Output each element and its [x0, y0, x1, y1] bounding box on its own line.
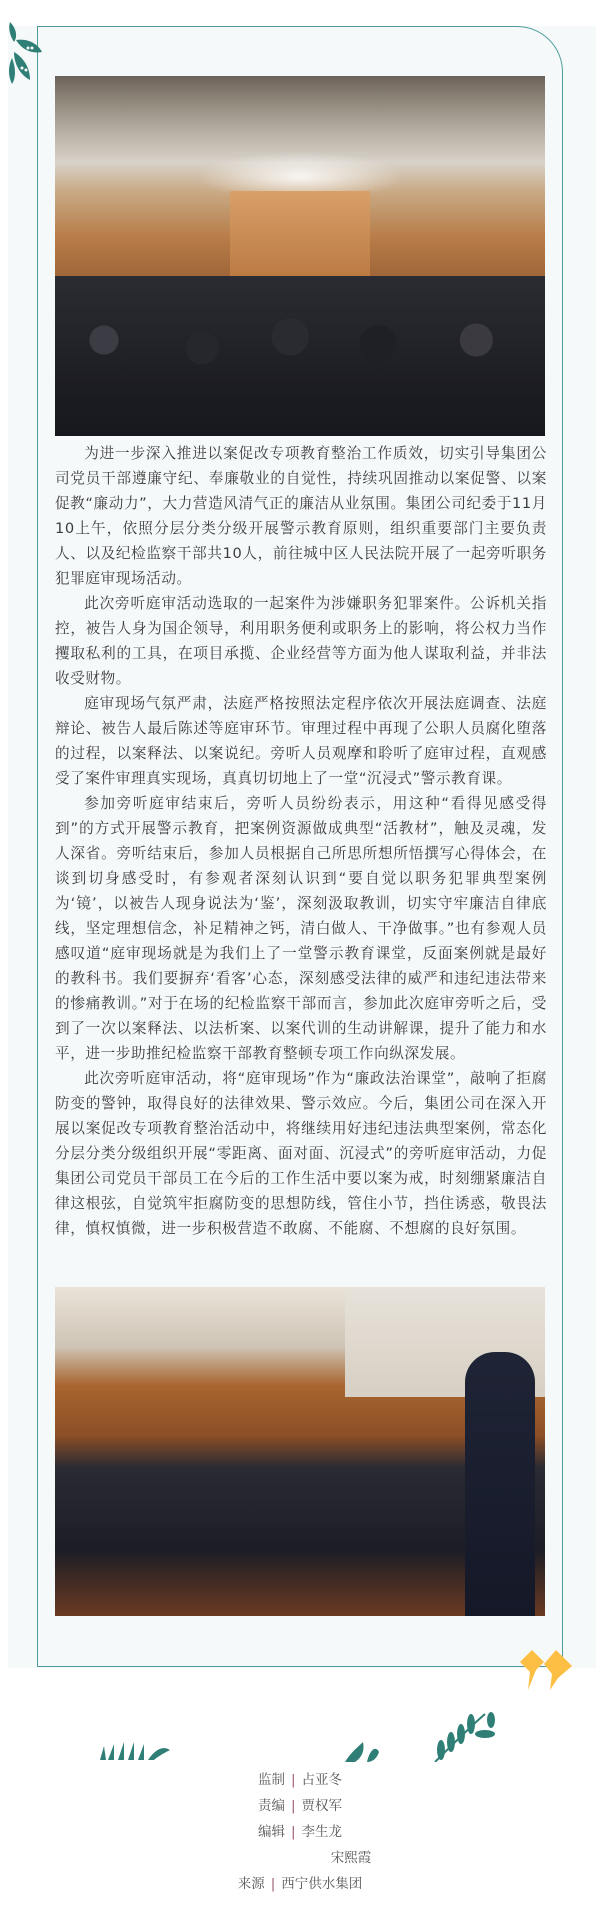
credit-separator: | [290, 1798, 296, 1814]
paragraph-5: 此次旁听庭审活动，将“庭审现场”作为“廉政法治课堂”，敲响了拒腐防变的警钟，取得良好的法律效果、警示效应。今后，集团公司在深入开展以案促改专项教育整治活动中，将继续用好违纪违法典型案例，常态化分层分类分级组织开展“零距离、面对面、沉浸式”的旁听庭审活动，力促集团公司党员干部员工在今后的工作生活中要以案为戒，时刻绷紧廉洁自律这根弦，自觉筑牢拒腐防变的思想防线，管住小节，挡住诱惑，敬畏法律，慎权慎微，进一步积极营造不敢腐、不能腐、不想腐的良好氛围。 [55, 1070, 547, 1237]
credit-separator: | [290, 1772, 296, 1788]
credit-separator: | [290, 1824, 296, 1840]
credit-editor-2 [0, 1845, 600, 1871]
credit-value: 占亚冬 [301, 1772, 343, 1788]
bailiff-figure [465, 1352, 535, 1616]
fern-ornament-icon [98, 1740, 180, 1760]
credit-label: 来源 [237, 1876, 265, 1892]
closing-quote-icon [518, 1648, 574, 1692]
credit-separator: | [270, 1876, 276, 1892]
credit-value: 西宁供水集团 [281, 1876, 363, 1892]
credit-supervisor [0, 1767, 600, 1793]
paragraph-3: 庭审现场气氛严肃，法庭严格按照法定程序依次开展法庭调查、法庭辩论、被告人最后陈述等庭审环节。审理过程中再现了公职人员腐化堕落的过程，以案释法、以案说纪。旁听人员观摩和聆听了庭审过程，直观感受了案件审理真实现场，真真切切地上了一堂“沉浸式”警示教育课。 [55, 695, 547, 787]
paragraph-4: 参加旁听庭审结束后，旁听人员纷纷表示，用这种“看得见感受得到”的方式开展警示教育，把案例资源做成典型“活教材”，触及灵魂，发人深省。旁听结束后，参加人员根据自己所思所想所悟撰写心得体会，在谈到切身感受时，有参观者深刻认识到“要自觉以职务犯罪典型案例为‘镜’，以被告人现身说法为‘鉴’，深刻汲取教训，切实守牢廉洁自律底线，坚定理想信念，补足精神之钙，清白做人、干净做事。”也有参观人员感叹道“庭审现场就是为我们上了一堂警示教育课堂，反面案例就是最好的教科书。我们要摒弃‘看客’心态，深刻感受法律的威严和违纪违法带来的惨痛教训。”对于在场的纪检监察干部而言，参加此次庭审旁听之后，受到了一次以案释法、以法析案、以案代训的生动讲解课，提升了能力和水平，进一步助推纪检监察干部教育整顿专项工作向纵深发展。 [55, 795, 547, 1062]
paragraph-1: 为进一步深入推进以案促改专项教育整治工作质效，切实引导集团公司党员干部遵廉守纪、奉廉敬业的自觉性，持续巩固推动以案促警、以案促教“廉动力”，大力营造风清气正的廉洁从业氛围。集团公司纪委于11月10上午，依照分层分类分级开展警示教育原则，组织重要部门主要负责人、以及纪检监察干部共10人，前往城中区人民法院开展了一起旁听职务犯罪庭审现场活动。 [55, 445, 547, 587]
credit-editor [0, 1819, 600, 1845]
credits-block [0, 1767, 600, 1897]
courtroom-photo-1 [55, 76, 545, 436]
credit-value: 宋熙霞 [330, 1850, 372, 1866]
credit-label: 编辑 [257, 1824, 285, 1840]
credit-label: 监制 [257, 1772, 285, 1788]
article-body [55, 441, 547, 1241]
credit-value: 贾权军 [301, 1798, 343, 1814]
leaf-ornament-icon [6, 18, 46, 88]
credit-source [0, 1871, 600, 1897]
credit-value: 李生龙 [301, 1824, 343, 1840]
credit-chief-editor [0, 1793, 600, 1819]
audience-crowd [55, 276, 545, 436]
branch-ornament-icon [345, 1712, 505, 1762]
courtroom-photo-2 [55, 1287, 545, 1616]
credit-label: 责编 [257, 1798, 285, 1814]
paragraph-2: 此次旁听庭审活动选取的一起案件为涉嫌职务犯罪案件。公诉机关指控，被告人身为国企领导，利用职务便利或职务上的影响，将公权力当作攫取私利的工具，在项目承揽、企业经营等方面为他人谋取利益，并非法收受财物。 [55, 595, 547, 687]
judges-bench [230, 191, 370, 286]
